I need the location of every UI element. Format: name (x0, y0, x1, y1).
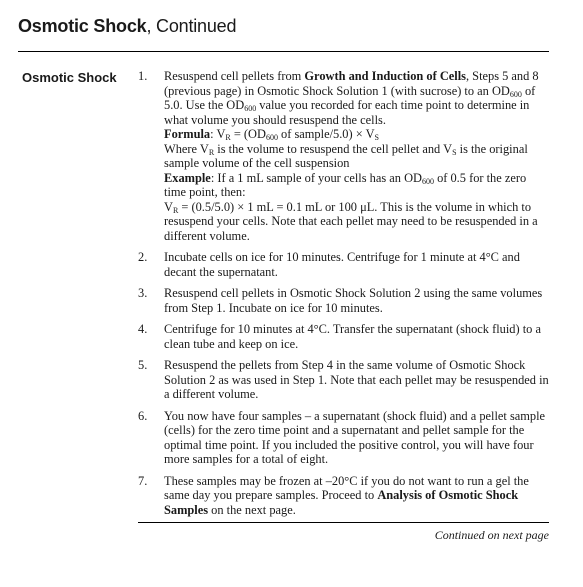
step-3 (138, 286, 550, 315)
example-calculation: $V_R = (0.5/5.0) \times 1$ mL = 0.1 mL or 100 μL. This is the volume in which to resuspend your cells. Note that each pellet may need to be resuspended in a different volume. (164, 199, 538, 243)
step-body (164, 69, 550, 243)
formula-explanation: Where $V_R$ is the volume to resuspend the cell pellet and $V_S$ is the original sample volume of the cell suspension (164, 141, 528, 170)
step-6 (138, 409, 550, 467)
step-text: You now have four samples – a supernatant (shock fluid) and a pellet sample (cells) for the zero time point and a supernatant and pellet sample for the optimal time point. If you included the positive control, you will have four more samples for a total of eight. (164, 408, 546, 466)
step-5 (138, 358, 550, 402)
step-number: 3. (138, 286, 148, 300)
step-2 (138, 250, 550, 279)
step-text: These samples may be frozen at –20°C if you do not want to run a gel the same day you prepare samples. Proceed to Analysis of Osmotic Shock Samples on the next page. (164, 473, 529, 517)
step-number: 5. (138, 358, 148, 372)
section-label: Osmotic Shock (22, 70, 117, 85)
link-growth-induction: Growth and Induction of Cells (304, 69, 466, 83)
step-text: Incubate cells on ice for 10 minutes. Centrifuge for 1 minute at 4°C and decant the supernatant. (164, 250, 520, 279)
step-1-text: Resuspend cell pellets from Growth and Induction of Cells, Steps 5 and 8 (previous page) in Osmotic Shock Solution 1 (with sucrose) to an $OD_{600}$ of 5.0. Use the $OD_{600}$ value you recorded for each time point to determine in what volume you should resuspend the cells. (164, 69, 539, 127)
example: Example: If a 1 mL sample of your cells has an $OD_{600}$ of 0.5 for the zero time point, then: (164, 170, 527, 199)
step-text: Centrifuge for 10 minutes at 4°C. Transfer the supernatant (shock fluid) to a clean tube and keep on ice. (164, 322, 541, 351)
procedure-steps (138, 69, 550, 524)
step-number: 7. (138, 473, 148, 488)
link-analysis-osmotic-shock: Analysis of Osmotic Shock Samples (164, 488, 519, 517)
step-text: Resuspend cell pellets in Osmotic Shock Solution 2 using the same volumes from Step 1. Incubate on ice for 10 minutes. (164, 286, 543, 315)
page-title (18, 16, 236, 37)
page-title-suffix: , Continued (146, 16, 237, 36)
step-number: 4. (138, 322, 148, 336)
top-divider (18, 51, 549, 52)
step-number: 1. (138, 69, 148, 83)
step-text: Resuspend the pellets from Step 4 in the same volume of Osmotic Shock Solution 2 as was used in Step 1. Note that each pellet may be resuspended in a different volume. (164, 358, 549, 401)
step-4 (138, 322, 550, 351)
formula-label: Formula (164, 127, 211, 141)
continued-note: Continued on next page (434, 528, 549, 542)
page-title-bold: Osmotic Shock (18, 16, 147, 36)
formula: Formula: $V_R = (OD_{600}$ of sample/5.0) × $V_S$ (164, 127, 379, 142)
step-number: 2. (138, 250, 148, 264)
bottom-divider (138, 522, 549, 523)
step-7 (138, 474, 550, 518)
example-label: Example (164, 170, 211, 185)
step-number: 6. (138, 408, 148, 423)
step-1 (138, 69, 550, 243)
